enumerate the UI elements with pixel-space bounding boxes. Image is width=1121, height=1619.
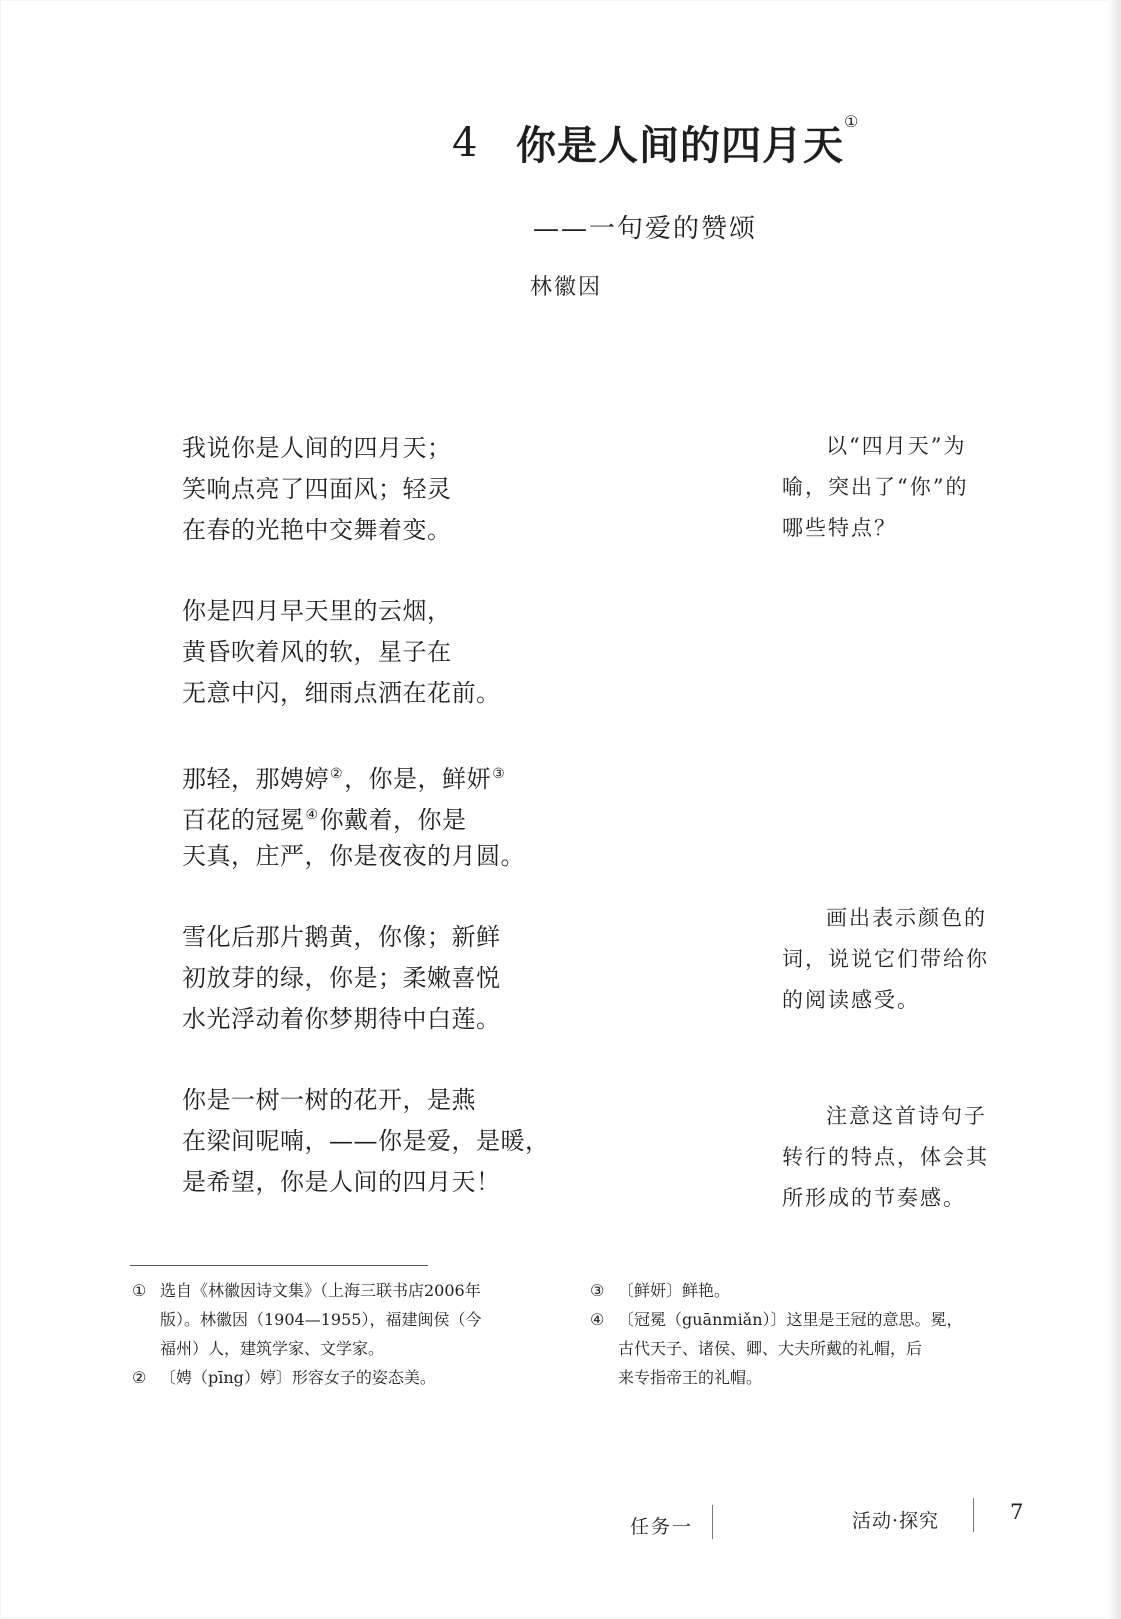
poem-line xyxy=(182,795,702,836)
footnote-text: 选自《林徽因诗文集》（上海三联书店2006年 版）。林徽因（1904—1955），福建闽侯（今 福州）人，建筑学家、文学家。 xyxy=(160,1281,482,1358)
margin-note-line: 注意这首诗句子 xyxy=(826,1104,987,1128)
footnote-text: 〔娉（pīng）婷〕形容女子的姿态美。 xyxy=(160,1368,436,1387)
poem-stanza xyxy=(182,428,702,551)
footnote xyxy=(132,1276,562,1363)
footnote xyxy=(590,1305,1020,1392)
footnote-marker: ④ xyxy=(305,807,319,823)
poem-line: 我说你是人间的四月天； xyxy=(182,434,452,462)
lesson-number: 4 xyxy=(452,119,478,166)
margin-note xyxy=(782,1096,1014,1219)
poem-line: 黄昏吹着风的软，星子在 xyxy=(182,638,452,666)
poem-line xyxy=(182,754,702,795)
lesson-author: 林徽因 xyxy=(530,275,603,300)
footer-divider xyxy=(973,1498,974,1532)
poem xyxy=(182,428,702,1243)
footnote-text: 〔冠冕（guānmiǎn）〕这里是王冠的意思。冕， 古代天子、诸侯、卿、大夫所戴的礼帽，后 来专指帝王的礼帽。 xyxy=(618,1310,963,1387)
footer-task-label: 任务一 xyxy=(630,1516,694,1538)
lesson-subtitle: ——一句爱的赞颂 xyxy=(533,214,758,244)
margin-note-line: 画出表示颜色的 xyxy=(826,906,987,930)
margin-note xyxy=(782,898,1014,1021)
poem-line: 天真，庄严，你是夜夜的月圆。 xyxy=(182,842,525,870)
footnote-divider xyxy=(130,1265,428,1266)
poem-line: 无意中闪，细雨点洒在花前。 xyxy=(182,679,501,707)
poem-stanza xyxy=(182,917,702,1040)
footnote-marker: ② xyxy=(330,766,344,782)
footnote-text: 〔鲜妍〕鲜艳。 xyxy=(618,1281,731,1300)
poem-line: 你是一树一树的花开，是燕 xyxy=(182,1086,476,1114)
poem-text: 百花的冠冕 xyxy=(182,806,305,834)
margin-note-line: 转行的特点，体会其 xyxy=(782,1145,989,1169)
poem-line: 雪化后那片鹅黄，你像；新鲜 xyxy=(182,923,501,951)
margin-note xyxy=(782,426,1014,549)
poem-line: 在梁间呢喃，——你是爱，是暖， xyxy=(182,1127,550,1155)
footnote xyxy=(590,1276,1020,1305)
poem-stanza xyxy=(182,1080,702,1203)
page-number: 7 xyxy=(1010,1500,1024,1524)
footnote-number: ② xyxy=(132,1368,147,1387)
footnote xyxy=(132,1363,562,1392)
margin-note-line: 喻，突出了“你”的 xyxy=(782,475,969,499)
poem-text: 那轻，那娉婷 xyxy=(182,765,329,793)
poem-stanza xyxy=(182,591,702,714)
margin-note-line: 词，说说它们带给你 xyxy=(782,947,989,971)
footer-activity-label: 活动·探究 xyxy=(852,1510,940,1532)
lesson-heading xyxy=(452,114,858,174)
footnote-marker: ③ xyxy=(492,766,506,782)
margin-note-line: 以“四月天”为 xyxy=(826,434,967,458)
poem-text: ，你是，鲜妍 xyxy=(344,765,492,793)
margin-note-line: 哪些特点？ xyxy=(782,516,897,540)
footnotes-left xyxy=(132,1276,562,1392)
poem-line: 你是四月早天里的云烟， xyxy=(182,597,452,625)
poem-line: 水光浮动着你梦期待中白莲。 xyxy=(182,1005,501,1033)
poem-line: 笑响点亮了四面风；轻灵 xyxy=(182,475,452,503)
footnote-number: ① xyxy=(132,1281,147,1300)
poem-text: 你戴着，你是 xyxy=(319,806,467,834)
lesson-title: 你是人间的四月天 xyxy=(516,122,844,169)
poem-stanza xyxy=(182,754,702,877)
footnote-number: ③ xyxy=(590,1281,605,1300)
page-edge-shadow xyxy=(1107,0,1121,1619)
footnote-number: ④ xyxy=(590,1310,605,1329)
footnotes-right xyxy=(590,1276,1020,1392)
title-footnote-marker: ① xyxy=(844,112,859,131)
poem-line: 在春的光艳中交舞着变。 xyxy=(182,516,452,544)
margin-note-line: 的阅读感受。 xyxy=(782,988,920,1012)
margin-note-line: 所形成的节奏感。 xyxy=(782,1186,966,1210)
footer-divider xyxy=(712,1505,713,1539)
poem-line: 初放芽的绿，你是；柔嫩喜悦 xyxy=(182,964,501,992)
poem-line: 是希望，你是人间的四月天！ xyxy=(182,1168,501,1196)
